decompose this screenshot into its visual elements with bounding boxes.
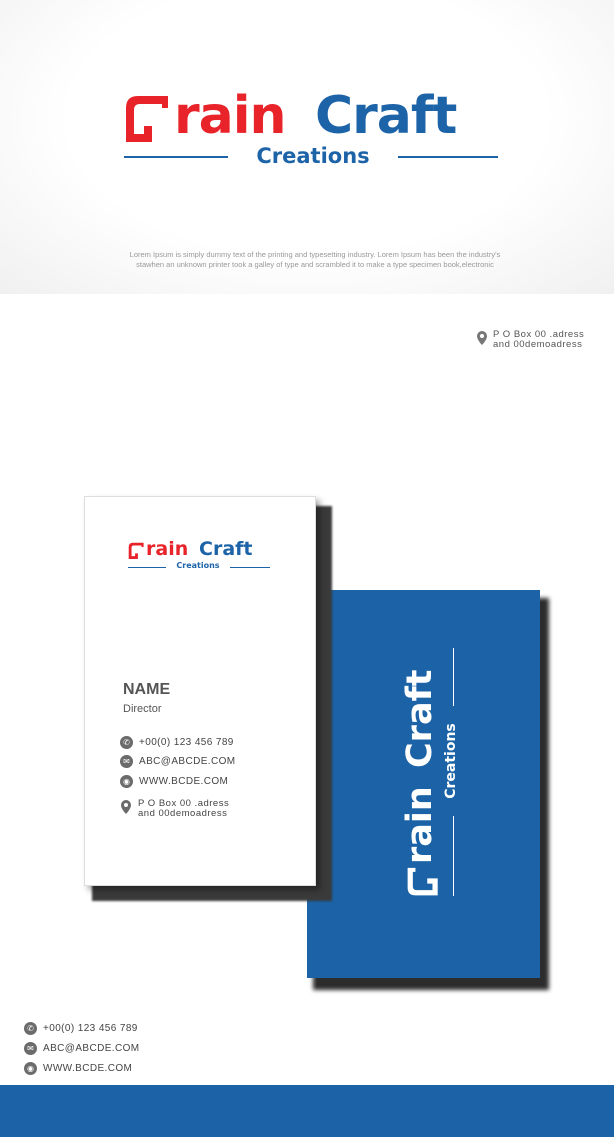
tagline-rule-left (128, 567, 166, 568)
card-website (120, 775, 280, 789)
card-phone (120, 736, 280, 750)
address-block-top (476, 328, 606, 352)
brand-name-white-2: Craft (400, 669, 440, 768)
email-text: ABC@ABCDE.COM (139, 756, 236, 767)
globe-icon: ◉ (24, 1062, 37, 1075)
card-address-line-1: P O Box 00 .adress (138, 798, 230, 809)
footer-phone-text: +00(0) 123 456 789 (43, 1023, 138, 1034)
brand-name-red: rain (146, 538, 189, 560)
brand-tagline: Creations (256, 144, 370, 168)
map-pin-icon (120, 800, 132, 814)
envelope-icon: ✉ (120, 755, 133, 768)
address-line-1: P O Box 00 .adress (493, 329, 585, 340)
g-arch-mark-icon (406, 864, 438, 898)
map-pin-icon (476, 331, 488, 345)
logo-presentation-area (0, 0, 614, 294)
description-text: Lorem Ipsum is simply dummy text of the printing and typesetting industry. Lorem Ipsum has been the industry's stawhen an unknown printer took a galley of type and scrambled it to make a type specimen book,electronic (129, 250, 501, 269)
phone-text: +00(0) 123 456 789 (139, 737, 234, 748)
brand-tagline: Creations (176, 561, 220, 570)
tagline-rule-left (453, 816, 454, 896)
phone-icon: ✆ (120, 736, 133, 749)
footer-bar (0, 1085, 614, 1137)
card-email (120, 755, 280, 769)
brand-name-blue: Craft (199, 538, 253, 560)
brand-name-white-1: rain (400, 786, 440, 864)
card-address-line-2: and 00demoadress (138, 808, 228, 819)
footer-email (24, 1042, 184, 1056)
address-line-2: and 00demoadress (493, 339, 583, 350)
brand-name-blue: Craft (315, 86, 457, 146)
card-address (120, 798, 280, 822)
brand-logo-large (120, 86, 510, 180)
tagline-rule-right (230, 567, 270, 568)
brand-tagline-white: Creations (443, 723, 459, 799)
brand-logo-vertical (307, 590, 540, 978)
footer-email-text: ABC@ABCDE.COM (43, 1043, 140, 1054)
g-arch-mark-icon (122, 94, 174, 142)
footer-website (24, 1062, 184, 1076)
envelope-icon: ✉ (24, 1042, 37, 1055)
tagline-rule-left (124, 156, 228, 158)
brand-logo-small (126, 540, 276, 574)
g-arch-mark-icon (127, 542, 146, 559)
brand-name-red: rain (174, 86, 286, 146)
footer-website-text: WWW.BCDE.COM (43, 1063, 133, 1074)
website-text: WWW.BCDE.COM (139, 776, 229, 787)
tagline-rule-right (453, 648, 454, 706)
person-name: NAME (123, 681, 171, 698)
footer-phone (24, 1022, 184, 1036)
globe-icon: ◉ (120, 775, 133, 788)
person-role: Director (123, 703, 162, 715)
phone-icon: ✆ (24, 1022, 37, 1035)
tagline-rule-right (398, 156, 498, 158)
